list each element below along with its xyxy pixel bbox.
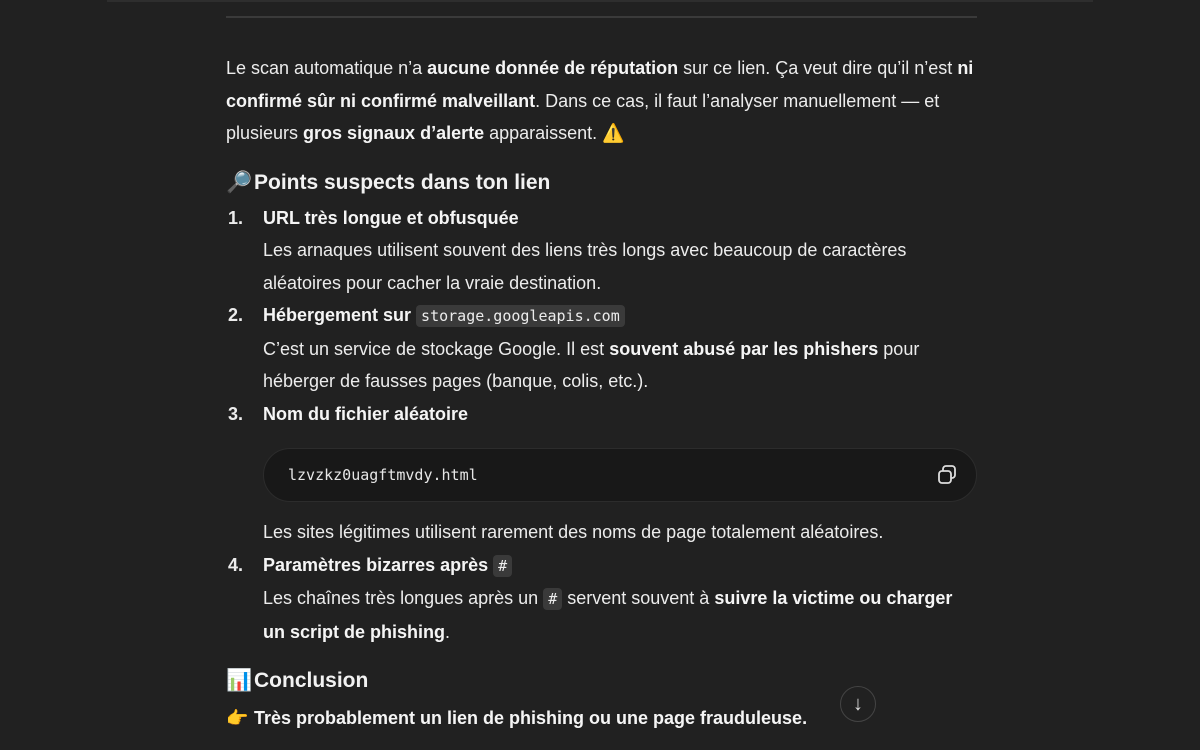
bold-text: suivre la victime ou charger un script de phishing — [263, 588, 953, 642]
bold-text: souvent abusé par les phishers — [609, 338, 879, 359]
item-number: 3. — [228, 403, 244, 424]
inline-code: storage.googleapis.com — [416, 305, 625, 327]
item-body: Les arnaques utilisent souvent des liens très longs avec beaucoup de caractères aléatoires pour cacher la vraie destination. — [263, 240, 907, 293]
text: . Dans ce cas, il faut l’analyser manuellement — et plusieurs — [226, 90, 940, 143]
heading-text: Conclusion — [254, 669, 369, 692]
suspect-list — [226, 202, 977, 649]
magnifier-icon: 🔎 — [226, 170, 253, 194]
list-item — [226, 202, 977, 300]
text: sur ce lien. Ça veut dire qu’il n’est — [678, 58, 958, 78]
code-text: lzvzkz0uagftmvdy.html — [288, 465, 478, 484]
bold-text: aucune donnée de réputation — [427, 58, 679, 78]
item-title: Hébergement sur — [263, 305, 417, 325]
text: pour héberger de fausses pages (banque, colis, etc.). — [263, 338, 920, 391]
text: servent souvent à — [562, 588, 715, 608]
warning-icon: ⚠️ — [602, 123, 625, 143]
bar-chart-icon: 📊 — [226, 669, 253, 692]
text: apparaissent. — [484, 123, 603, 143]
text: . — [445, 621, 451, 642]
bold-text: ni confirmé sûr ni confirmé malveillant — [226, 58, 974, 111]
list-item — [226, 549, 977, 649]
divider — [226, 16, 977, 18]
code-block — [263, 448, 977, 502]
copy-icon[interactable] — [936, 464, 958, 486]
intro-paragraph — [226, 52, 977, 150]
text: Le scan automatique n’a — [226, 58, 428, 78]
bold-text: gros signaux d’alerte — [303, 123, 485, 143]
text: C’est un service de stockage Google. Il est — [263, 338, 610, 359]
heading-text: Points suspects dans ton lien — [254, 170, 551, 194]
scroll-to-bottom-button[interactable] — [840, 686, 876, 722]
item-title: URL très longue et obfusquée — [263, 207, 519, 228]
item-number: 4. — [228, 554, 244, 575]
item-number: 1. — [228, 207, 244, 228]
item-title: Paramètres bizarres après — [263, 554, 494, 575]
inline-code: # — [543, 588, 562, 610]
item-title: Nom du fichier aléatoire — [263, 403, 469, 424]
inline-code: # — [493, 555, 512, 577]
item-number: 2. — [228, 305, 244, 325]
text: Les chaînes très longues après un — [263, 588, 544, 608]
list-item — [226, 398, 977, 549]
arrow-down-icon: ↓ — [853, 692, 863, 715]
pointing-hand-icon: 👉 — [226, 708, 249, 728]
section-heading-suspects — [226, 168, 977, 198]
top-edge — [107, 0, 1093, 2]
bold-text: Très probablement un lien de phishing ou une page frauduleuse. — [254, 708, 808, 728]
message-content — [226, 52, 977, 735]
item-body: Les sites légitimes utilisent rarement des noms de page totalement aléatoires. — [263, 522, 884, 542]
list-item — [226, 299, 977, 398]
